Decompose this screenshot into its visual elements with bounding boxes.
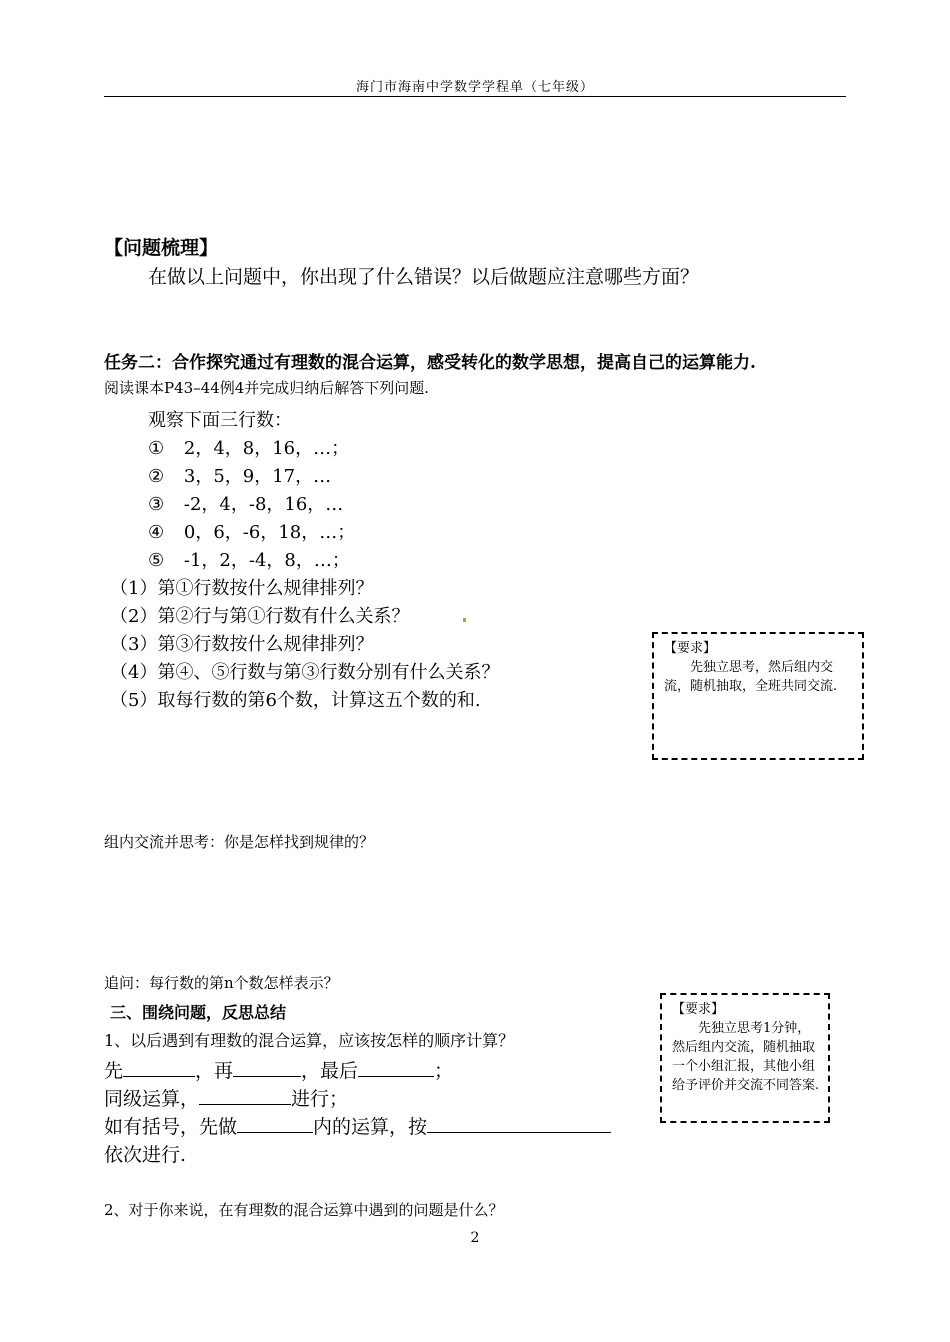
row-values: 0，6，-6，18，…； <box>183 522 356 543</box>
row-marker: ① <box>148 438 165 459</box>
answer-blank[interactable] <box>358 1058 434 1077</box>
requirement-box-section3 <box>660 993 830 1123</box>
number-row <box>148 490 343 516</box>
answer-blank[interactable] <box>233 1058 301 1077</box>
row-values: 2，4，8，16，…； <box>183 438 350 459</box>
header-rule <box>104 96 846 97</box>
section3-heading: 三、围绕问题，反思总结 <box>110 1003 287 1022</box>
question-2: （2）第②行与第①行数有什么关系？ <box>110 606 410 627</box>
row-marker: ④ <box>148 522 165 543</box>
section3-question-1: 1、以后遇到有理数的混合运算，应该按怎样的顺序计算？ <box>104 1031 515 1050</box>
page-header-title: 海门市海南中学数学学程单（七年级） <box>355 80 594 95</box>
number-row <box>148 546 350 572</box>
row-values: -1，2，-4，8，…； <box>183 550 350 571</box>
requirement-box-task2 <box>652 632 864 760</box>
task2-heading: 任务二：合作探究通过有理数的混合运算，感受转化的数学思想，提高自己的运算能力. <box>104 353 756 373</box>
fill-text: 同级运算， <box>104 1088 200 1110</box>
question-5: （5）取每行数的第6个数，计算这五个数的和. <box>110 690 481 711</box>
fill-line-end: 依次进行. <box>104 1144 187 1166</box>
fill-text: 内的运算，按 <box>313 1116 428 1138</box>
requirement-title: 【要求】 <box>664 641 717 656</box>
answer-blank[interactable] <box>199 1086 291 1105</box>
mark-dot <box>463 618 466 622</box>
requirement-text: 先独立思考1分钟，然后组内交流，随机抽取一个小组汇报，其他小组给予评价并交流不同答案. <box>672 1021 820 1093</box>
number-row <box>148 462 331 488</box>
row-values: 3，5，9，17，… <box>183 466 332 487</box>
observe-prompt: 观察下面三行数： <box>148 410 292 431</box>
group-discussion-prompt: 组内交流并思考：你是怎样找到规律的？ <box>104 833 375 851</box>
question-1: （1）第①行数按什么规律排列？ <box>110 578 374 599</box>
answer-blank[interactable] <box>237 1114 313 1133</box>
fill-text: 如有括号，先做 <box>104 1116 238 1138</box>
row-values: -2，4，-8，16，… <box>183 494 344 515</box>
fill-text: ，最后 <box>301 1060 359 1082</box>
number-row <box>148 518 355 544</box>
row-marker: ③ <box>148 494 165 515</box>
fill-text: ，再 <box>195 1060 234 1082</box>
task2-reading-instruction: 阅读课本P43–44例4并完成归纳后解答下列问题. <box>104 379 430 397</box>
fill-line-parentheses <box>104 1112 611 1139</box>
requirement-title: 【要求】 <box>672 1002 725 1017</box>
fill-text: 进行； <box>291 1088 349 1110</box>
row-marker: ⑤ <box>148 550 165 571</box>
fill-line-order <box>104 1056 453 1083</box>
number-row <box>148 434 349 460</box>
question-3: （3）第③行数按什么规律排列？ <box>110 634 374 655</box>
requirement-text: 先独立思考，然后组内交流，随机抽取，全班共同交流. <box>664 660 838 694</box>
fill-line-same-level <box>104 1084 348 1111</box>
fill-text: ； <box>434 1060 454 1082</box>
answer-blank[interactable] <box>427 1114 611 1133</box>
section-heading-problems: 【问题梳理】 <box>104 237 219 259</box>
answer-blank[interactable] <box>123 1058 195 1077</box>
page-number: 2 <box>470 1230 480 1246</box>
problems-question: 在做以上问题中，你出现了什么错误？以后做题应注意哪些方面？ <box>148 266 700 288</box>
question-4: （4）第④、⑤行数与第③行数分别有什么关系？ <box>110 662 500 683</box>
follow-up-question: 追问：每行数的第n个数怎样表示？ <box>104 974 339 992</box>
fill-text: 先 <box>104 1060 124 1082</box>
row-marker: ② <box>148 466 165 487</box>
section3-question-2: 2、对于你来说，在有理数的混合运算中遇到的问题是什么？ <box>104 1201 504 1219</box>
